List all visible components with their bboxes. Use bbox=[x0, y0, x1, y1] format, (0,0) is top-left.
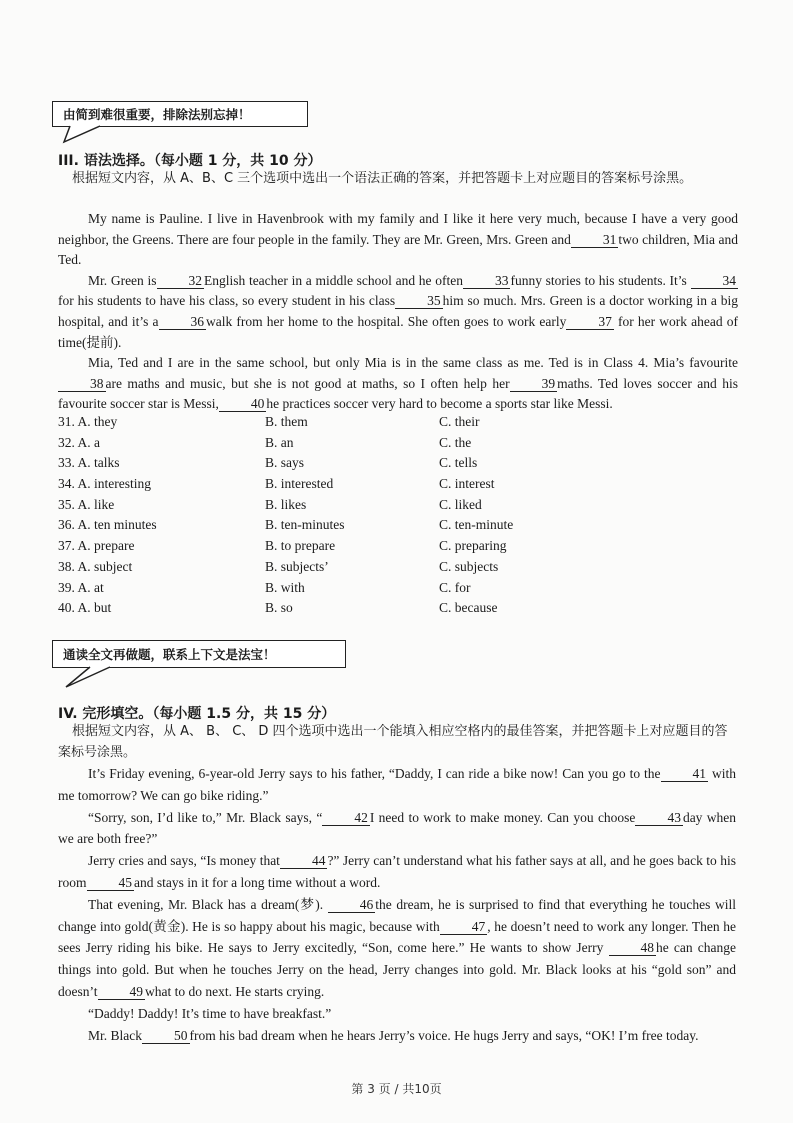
blank-34[interactable]: 34 bbox=[691, 274, 739, 289]
option-c[interactable]: C. the bbox=[439, 434, 472, 450]
tip-box-2 bbox=[52, 640, 346, 668]
tip-text-1: 由简到难很重要，排除法别忘掉！ bbox=[63, 107, 251, 122]
blank-35[interactable]: 35 bbox=[395, 294, 443, 309]
passage-paragraph: It’s Friday evening, 6-year-old Jerry says to his father, “Daddy, I can ride a bike now! Can you go to the 41 with me tomorrow? We can go bike riding.” bbox=[58, 766, 736, 803]
blank-36[interactable]: 36 bbox=[159, 315, 207, 330]
blank-37[interactable]: 37 bbox=[566, 315, 614, 330]
section-3-instruction: 根据短文内容，从 A、B、C 三个选项中选出一个语法正确的答案，并把答题卡上对应题目的答案标号涂黑。 bbox=[72, 171, 693, 186]
blank-49[interactable]: 49 bbox=[98, 985, 146, 1000]
option-a[interactable]: 35. A. like bbox=[58, 496, 115, 512]
blank-50[interactable]: 50 bbox=[142, 1029, 190, 1044]
passage-paragraph: Mr. Black 50 from his bad dream when he hears Jerry’s voice. He hugs Jerry and says, “OK! I’m free today. bbox=[88, 1027, 699, 1043]
tip-text-2: 通读全文再做题，联系上下文是法宝！ bbox=[63, 647, 276, 662]
passage-paragraph: That evening, Mr. Black has a dream(梦). 46 the dream, he is surprised to find that everything he touches will change into gold(黄金). He is so happy about his magic, because with 47 , he doesn’t need to work any longer. Then he sees Jerry riding his bike. He says to Jerry excitedly, “Son, come here.” He wants to show Jerry 48 he can change things into gold. But when he touches Jerry on the head, Jerry changes into gold. Mr. Black looks at his “gold son” and doesn’t 49 what to do next. He starts crying. bbox=[58, 896, 736, 999]
option-b[interactable]: B. likes bbox=[265, 496, 307, 512]
option-c[interactable]: C. for bbox=[439, 579, 471, 595]
section-4-title: IV. 完形填空。（每小题 1.5 分，共 15 分） bbox=[58, 706, 336, 722]
tip-box-1 bbox=[52, 101, 308, 127]
option-a[interactable]: 39. A. at bbox=[58, 579, 104, 595]
option-b[interactable]: B. with bbox=[265, 579, 305, 595]
option-a[interactable]: 34. A. interesting bbox=[58, 476, 151, 492]
blank-46[interactable]: 46 bbox=[328, 898, 376, 913]
option-b[interactable]: B. interested bbox=[265, 476, 334, 492]
passage-paragraph: “Sorry, son, I’d like to,” Mr. Black says, “ 42 I need to work to make money. Can you choose 43 day when we are both free?” bbox=[58, 809, 736, 847]
section-3-title: III. 语法选择。（每小题 1 分，共 10 分） bbox=[58, 153, 322, 169]
option-a[interactable]: 36. A. ten minutes bbox=[58, 517, 157, 533]
blank-41[interactable]: 41 bbox=[661, 767, 709, 782]
blank-45[interactable]: 45 bbox=[87, 876, 135, 891]
option-a[interactable]: 32. A. a bbox=[58, 434, 100, 450]
option-c[interactable]: C. interest bbox=[439, 476, 495, 492]
option-a[interactable]: 33. A. talks bbox=[58, 455, 120, 471]
option-a[interactable]: 40. A. but bbox=[58, 600, 112, 616]
blank-32[interactable]: 32 bbox=[157, 274, 205, 289]
passage-paragraph: Mia, Ted and I are in the same school, but only Mia is in the same class as me. Ted is in Class 4. Mia’s favourite 38 are maths and music, but she is not good at maths, so I often help her 39 maths. Ted loves soccer and his favourite soccer star is Messi, 40 he practices soccer very hard to become a sports star like Messi. bbox=[58, 355, 738, 412]
option-a[interactable]: 38. A. subject bbox=[58, 558, 133, 574]
tip-tail-2 bbox=[60, 667, 120, 691]
blank-43[interactable]: 43 bbox=[635, 811, 683, 826]
blank-48[interactable]: 48 bbox=[609, 941, 657, 956]
option-c[interactable]: C. ten-minute bbox=[439, 517, 514, 533]
option-b[interactable]: B. ten-minutes bbox=[265, 517, 345, 533]
passage-paragraph: Jerry cries and says, “Is money that 44 ?” Jerry can’t understand what his father says at all, and he goes back to his room 45 and stays in it for a long time without a word. bbox=[58, 853, 736, 890]
blank-31[interactable]: 31 bbox=[571, 233, 619, 248]
passage-paragraph: My name is Pauline. I live in Havenbrook with my family and I like it here very much, because I have a very good neighbor, the Greens. There are four people in the family. They are Mr. Green, Mrs. Green and 31 two children, Mia and Ted. bbox=[58, 211, 738, 268]
blank-44[interactable]: 44 bbox=[280, 854, 328, 869]
blank-39[interactable]: 39 bbox=[510, 377, 558, 392]
passage-paragraph: “Daddy! Daddy! It’s time to have breakfast.” bbox=[88, 1005, 332, 1021]
blank-33[interactable]: 33 bbox=[463, 274, 511, 289]
page-footer: 第 3 页 / 共10页 bbox=[351, 1082, 442, 1096]
option-b[interactable]: B. subjects’ bbox=[265, 558, 329, 574]
section-4-passage bbox=[58, 763, 736, 1046]
option-b[interactable]: B. them bbox=[265, 414, 308, 429]
blank-38[interactable]: 38 bbox=[58, 377, 106, 392]
option-a[interactable]: 31. A. they bbox=[58, 414, 118, 429]
section-4-instruction: 根据短文内容，从 A、 B、 C、 D 四个选项中选出一个能填入相应空格内的最佳答案，并把答题卡上对应题目的答案标号涂黑。 bbox=[58, 724, 728, 760]
option-b[interactable]: B. to prepare bbox=[265, 538, 336, 554]
option-c[interactable]: C. subjects bbox=[439, 558, 499, 574]
option-b[interactable]: B. says bbox=[265, 455, 305, 471]
option-c[interactable]: C. tells bbox=[439, 455, 478, 471]
option-a[interactable]: 37. A. prepare bbox=[58, 538, 135, 554]
option-c[interactable]: C. because bbox=[439, 600, 498, 616]
passage-paragraph: Mr. Green is 32 English teacher in a middle school and he often 33 funny stories to his students. It’s 34for his students to have his class, so every student in his class 35 him so much. Mrs. Green is a doctor working in a big hospital, and it’s a 36 walk from her home to the hospital. She often goes to work early 37 for her work ahead of time(提前). bbox=[58, 272, 739, 350]
section-3-passage bbox=[58, 209, 738, 415]
option-c[interactable]: C. liked bbox=[439, 496, 482, 512]
blank-47[interactable]: 47 bbox=[440, 920, 488, 935]
option-c[interactable]: C. their bbox=[439, 414, 480, 429]
option-b[interactable]: B. so bbox=[265, 600, 293, 616]
option-c[interactable]: C. preparing bbox=[439, 538, 507, 554]
option-b[interactable]: B. an bbox=[265, 434, 294, 450]
blank-40[interactable]: 40 bbox=[219, 397, 267, 412]
tip-tail-1 bbox=[60, 126, 110, 146]
blank-42[interactable]: 42 bbox=[322, 811, 370, 826]
